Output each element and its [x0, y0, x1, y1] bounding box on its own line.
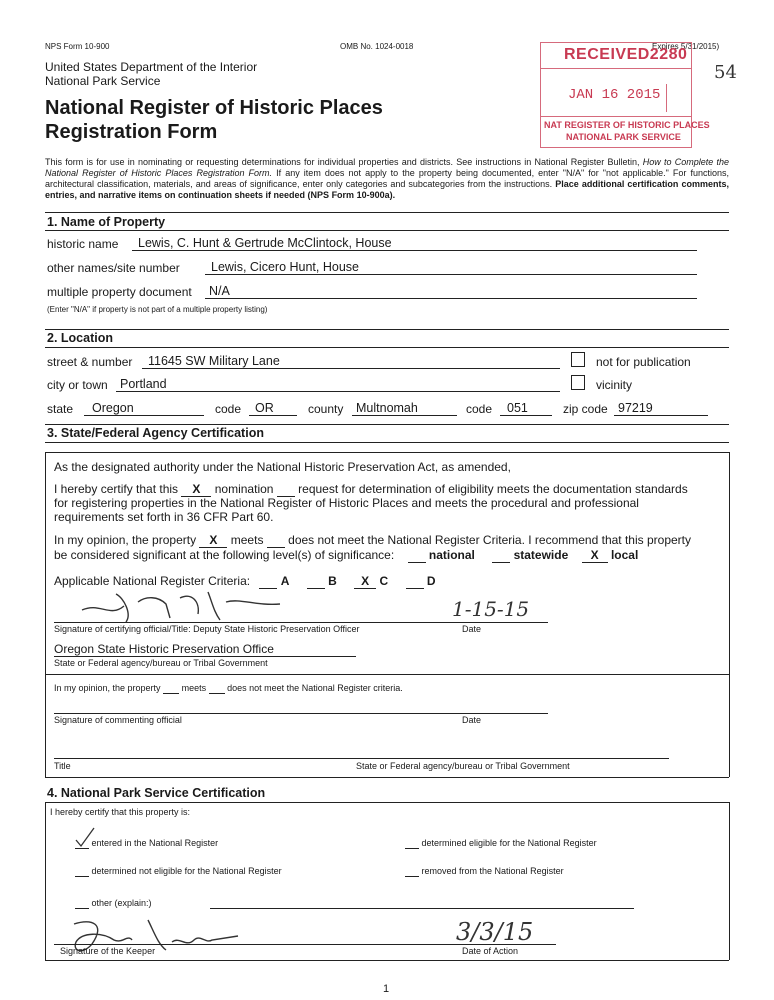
section-2-heading: 2. Location: [47, 331, 113, 345]
multiple-property-field[interactable]: N/A: [205, 284, 697, 299]
agency-line-1: United States Department of the Interior: [45, 60, 258, 74]
criteria-d-mark[interactable]: [406, 574, 424, 589]
other-names-field[interactable]: Lewis, Cicero Hunt, House: [205, 260, 697, 275]
criteria-line: Applicable National Register Criteria: A B X C D: [54, 574, 436, 588]
city-label: city or town: [47, 378, 108, 392]
certifying-signature-label: Signature of certifying official/Title: Deputy State Historic Preservation Officer: [54, 624, 360, 634]
historic-name-label: historic name: [47, 237, 119, 251]
vicinity-label: vicinity: [596, 378, 633, 392]
option-removed[interactable]: removed from the National Register: [405, 866, 564, 877]
certify-line-2: for registering properties in the National Register of Historic Places and meets the procedural and professional: [54, 496, 639, 510]
other-names-label: other names/site number: [47, 261, 180, 275]
state-code-label: code: [215, 402, 242, 416]
section-1-heading: 1. Name of Property: [47, 215, 166, 229]
certifying-date-handwritten: 1-15-15: [452, 597, 530, 621]
street-label: street & number: [47, 355, 133, 369]
form-title-line-2: Registration Form: [45, 121, 218, 143]
city-field[interactable]: Portland: [116, 377, 560, 392]
stamp-date: JAN 16 2015: [568, 87, 661, 103]
nps-cert-intro: I hereby certify that this property is:: [50, 807, 191, 817]
date-of-action-label: Date of Action: [462, 946, 519, 956]
title-agency-label: State or Federal agency/bureau or Tribal Government: [356, 761, 570, 771]
agency-name-field[interactable]: Oregon State Historic Preservation Office: [54, 642, 356, 657]
street-field[interactable]: 11645 SW Military Lane: [142, 354, 560, 369]
county-code-label: code: [466, 402, 493, 416]
section-4-heading: 4. National Park Service Certification: [47, 786, 266, 800]
county-field[interactable]: Multnomah: [352, 401, 457, 416]
certifying-date-label: Date: [462, 624, 482, 634]
option-not-eligible[interactable]: determined not eligible for the National Register: [75, 866, 282, 877]
option-other[interactable]: other (explain:): [75, 898, 152, 909]
commenting-meets-mark[interactable]: [163, 683, 179, 694]
vicinity-checkbox[interactable]: [571, 375, 585, 390]
meets-mark[interactable]: X: [199, 533, 227, 548]
form-title-line-1: National Register of Historic Places: [45, 97, 383, 119]
commenting-opinion: In my opinion, the property meets does not meet the National Register criteria.: [54, 683, 403, 693]
multiple-property-note: (Enter "N/A" if property is not part of a multiple property listing): [47, 305, 268, 314]
does-not-meet-mark[interactable]: [267, 533, 285, 548]
certify-line-1: I hereby certify that this X nomination request for determination of eligibility meets the documentation standards: [54, 482, 688, 496]
omb-number: OMB No. 1024-0018: [340, 42, 414, 51]
zip-field[interactable]: 97219: [614, 401, 708, 416]
section-3-heading: 3. State/Federal Agency Certification: [47, 426, 264, 440]
stamp-line-2: NATIONAL PARK SERVICE: [566, 132, 681, 142]
received-stamp: [538, 40, 710, 150]
opinion-line-1: In my opinion, the property X meets does not meet the National Register Criteria. I recommend that this property: [54, 533, 691, 547]
page-annotation: 54: [714, 62, 737, 83]
intro-paragraph: This form is for use in nominating or requesting determinations for individual properties and districts. See instructions in National Register Bulletin, How to Complete the National Register of Historic Places Registration Form. If any item does not apply to the property being documented, enter "N/A" for "not applicable." For functions, architectural classification, materials, and areas of significance, enter only categories and subcategories from the instructions. Place additional certification comments, entries, and narrative items on continuation sheets if needed (NPS Form 10-900a).: [45, 157, 730, 200]
stamp-received: RECEIVED2280: [564, 46, 688, 63]
not-for-publication-label: not for publication: [596, 355, 691, 369]
national-mark[interactable]: [408, 548, 426, 563]
state-code-field[interactable]: OR: [249, 401, 297, 416]
opinion-line-2: be considered significant at the following level(s) of significance: national statewide X local: [54, 548, 639, 562]
expires-note: Expires 5/31/2015): [652, 42, 720, 51]
action-date-handwritten: 3/3/15: [456, 918, 534, 946]
form-number: NPS Form 10-900: [45, 42, 110, 51]
nomination-mark[interactable]: X: [181, 482, 211, 497]
page-number: 1: [383, 983, 390, 995]
county-label: county: [308, 402, 344, 416]
commenting-date-label: Date: [462, 715, 482, 725]
historic-name-field[interactable]: Lewis, C. Hunt & Gertrude McClintock, House: [132, 236, 697, 251]
title-label: Title: [54, 761, 71, 771]
commenting-not-meet-mark[interactable]: [209, 683, 225, 694]
option-determined-eligible[interactable]: determined eligible for the National Register: [405, 838, 597, 849]
option-entered[interactable]: entered in the National Register: [75, 838, 218, 849]
local-mark[interactable]: X: [582, 548, 608, 563]
agency-name-label: State or Federal agency/bureau or Tribal Government: [54, 658, 268, 668]
keeper-signature-label: Signature of the Keeper: [60, 946, 156, 956]
commenting-signature-label: Signature of commenting official: [54, 715, 182, 725]
multiple-property-label: multiple property document: [47, 285, 192, 299]
state-field[interactable]: Oregon: [84, 401, 204, 416]
agency-line-2: National Park Service: [45, 74, 161, 88]
certify-line-3: requirements set forth in 36 CFR Part 60.: [54, 510, 274, 524]
county-code-field[interactable]: 051: [500, 401, 552, 416]
not-for-publication-checkbox[interactable]: [571, 352, 585, 367]
criteria-a-mark[interactable]: [259, 574, 277, 589]
state-label: state: [47, 402, 74, 416]
request-mark[interactable]: [277, 482, 295, 497]
authority-text: As the designated authority under the National Historic Preservation Act, as amended,: [54, 460, 511, 474]
criteria-b-mark[interactable]: [307, 574, 325, 589]
stamp-line-1: NAT REGISTER OF HISTORIC PLACES: [544, 120, 710, 130]
criteria-c-mark[interactable]: X: [354, 574, 376, 589]
statewide-mark[interactable]: [492, 548, 510, 563]
zip-label: zip code: [563, 402, 608, 416]
